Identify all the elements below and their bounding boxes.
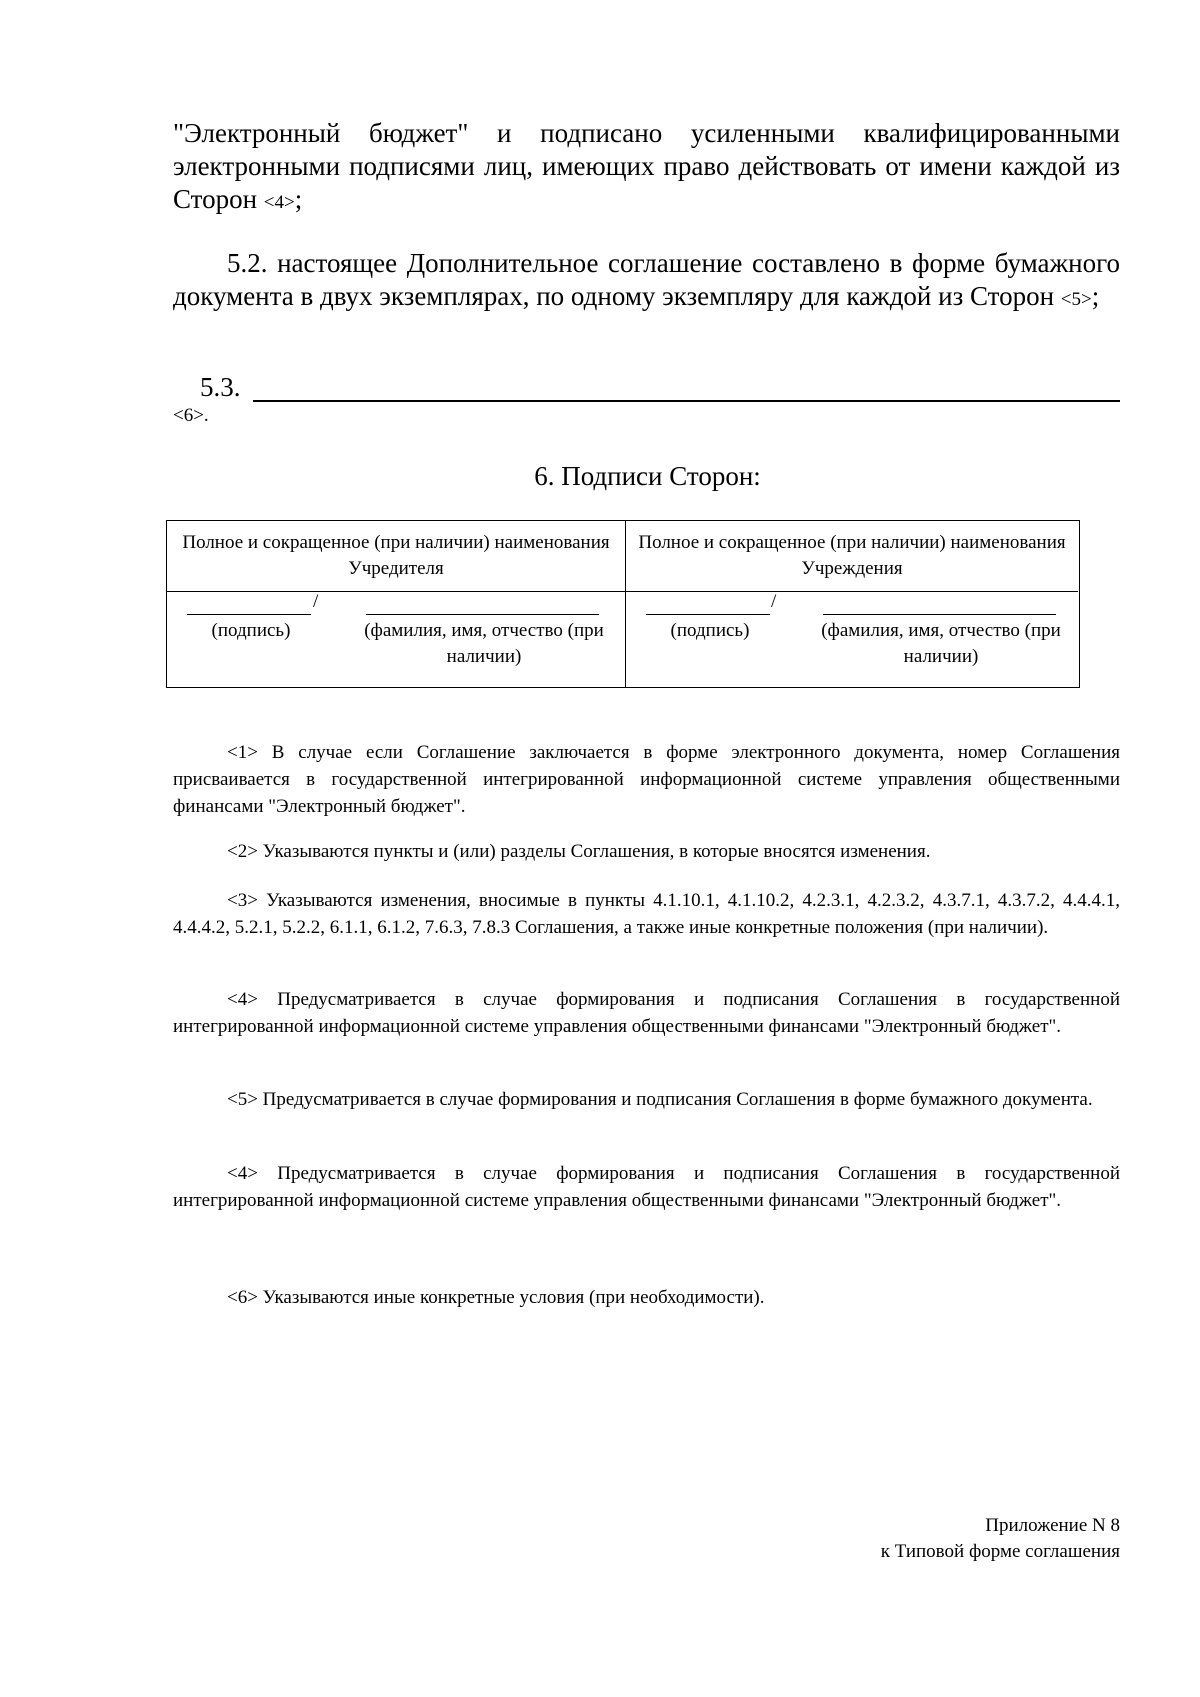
- footnote-4: <4> Предусматривается в случае формирования и подписания Соглашения в государственной интегрированной информационной системе управления общественными финансами "Электронный бюджет".: [173, 989, 1120, 1037]
- appendix-number: Приложение N 8: [985, 1515, 1120, 1536]
- founder-header-text: Полное и сокращенное (при наличии) наименования Учредителя: [182, 532, 610, 579]
- name-caption: (фамилия, имя, отчество (при наличии): [364, 620, 604, 667]
- paragraph-5-2: [173, 247, 1120, 316]
- signature-line: [646, 614, 770, 615]
- slash: /: [771, 591, 777, 612]
- punctuation: ;: [294, 184, 303, 214]
- signature-line: [187, 614, 311, 615]
- paragraph-5-3-footnote-ref: <6>.: [173, 405, 209, 426]
- footnote-3: <3> Указываются изменения, вносимые в пункты 4.1.10.1, 4.1.10.2, 4.2.3.1, 4.2.3.2, 4.3.7.1, 4.3.7.2, 4.4.4.1, 4.4.4.2, 5.2.1, 5.2.2, 6.1.1, 6.1.2, 7.6.3, 7.8.3 Соглашения, а также иные конкретные положения (при наличии).: [173, 890, 1120, 938]
- institution-header-cell: [626, 521, 1078, 592]
- footnote-2: <2> Указываются пункты и (или) разделы Соглашения, в которые вносятся изменения.: [227, 841, 931, 862]
- slash: /: [313, 591, 319, 612]
- paragraph-text: "Электронный бюджет" и подписано усиленными квалифицированными электронными подписями лиц, имеющих право действовать от имени каждой из Сторон: [173, 118, 1120, 214]
- signatures-title: 6. Подписи Сторон:: [534, 461, 761, 491]
- founder-signature-cell: [167, 592, 626, 687]
- appendix-subtitle: к Типовой форме соглашения: [880, 1541, 1120, 1562]
- name-caption: (фамилия, имя, отчество (при наличии): [821, 620, 1061, 667]
- footnote-1: <1> В случае если Соглашение заключается в форме электронного документа, номер Соглашения присваивается в государственной интегрированной информационной системе управления общественными финансами "Электронный бюджет".: [173, 742, 1120, 817]
- footnote-4-repeat: <4> Предусматривается в случае формирования и подписания Соглашения в государственной интегрированной информационной системе управления общественными финансами "Электронный бюджет".: [173, 1163, 1120, 1211]
- name-line: [823, 614, 1056, 615]
- punctuation: ;: [1091, 281, 1100, 311]
- paragraph-5-1-continuation: [173, 117, 1120, 219]
- signatures-table: [166, 520, 1080, 688]
- paragraph-text: 5.2. настоящее Дополнительное соглашение составлено в форме бумажного документа в двух экземплярах, по одному экземпляру для каждой из Сторон: [173, 248, 1120, 311]
- institution-header-text: Полное и сокращенное (при наличии) наименования Учреждения: [638, 532, 1066, 579]
- footnote-5: <5> Предусматривается в случае формирования и подписания Соглашения в форме бумажного документа.: [227, 1089, 1093, 1110]
- founder-header-cell: [167, 521, 626, 592]
- name-line: [366, 614, 599, 615]
- paragraph-5-3-blank-line: [253, 400, 1120, 402]
- institution-signature-cell: [626, 592, 1078, 687]
- appendix-heading: [881, 1513, 1120, 1565]
- footnote-6: <6> Указываются иные конкретные условия (при необходимости).: [227, 1287, 765, 1308]
- footnote-ref: <5>: [1060, 289, 1092, 310]
- footnote-ref: <4>: [263, 192, 295, 213]
- signature-caption: (подпись): [670, 620, 750, 641]
- paragraph-5-3-number: 5.3.: [200, 372, 241, 402]
- signature-caption: (подпись): [211, 620, 291, 641]
